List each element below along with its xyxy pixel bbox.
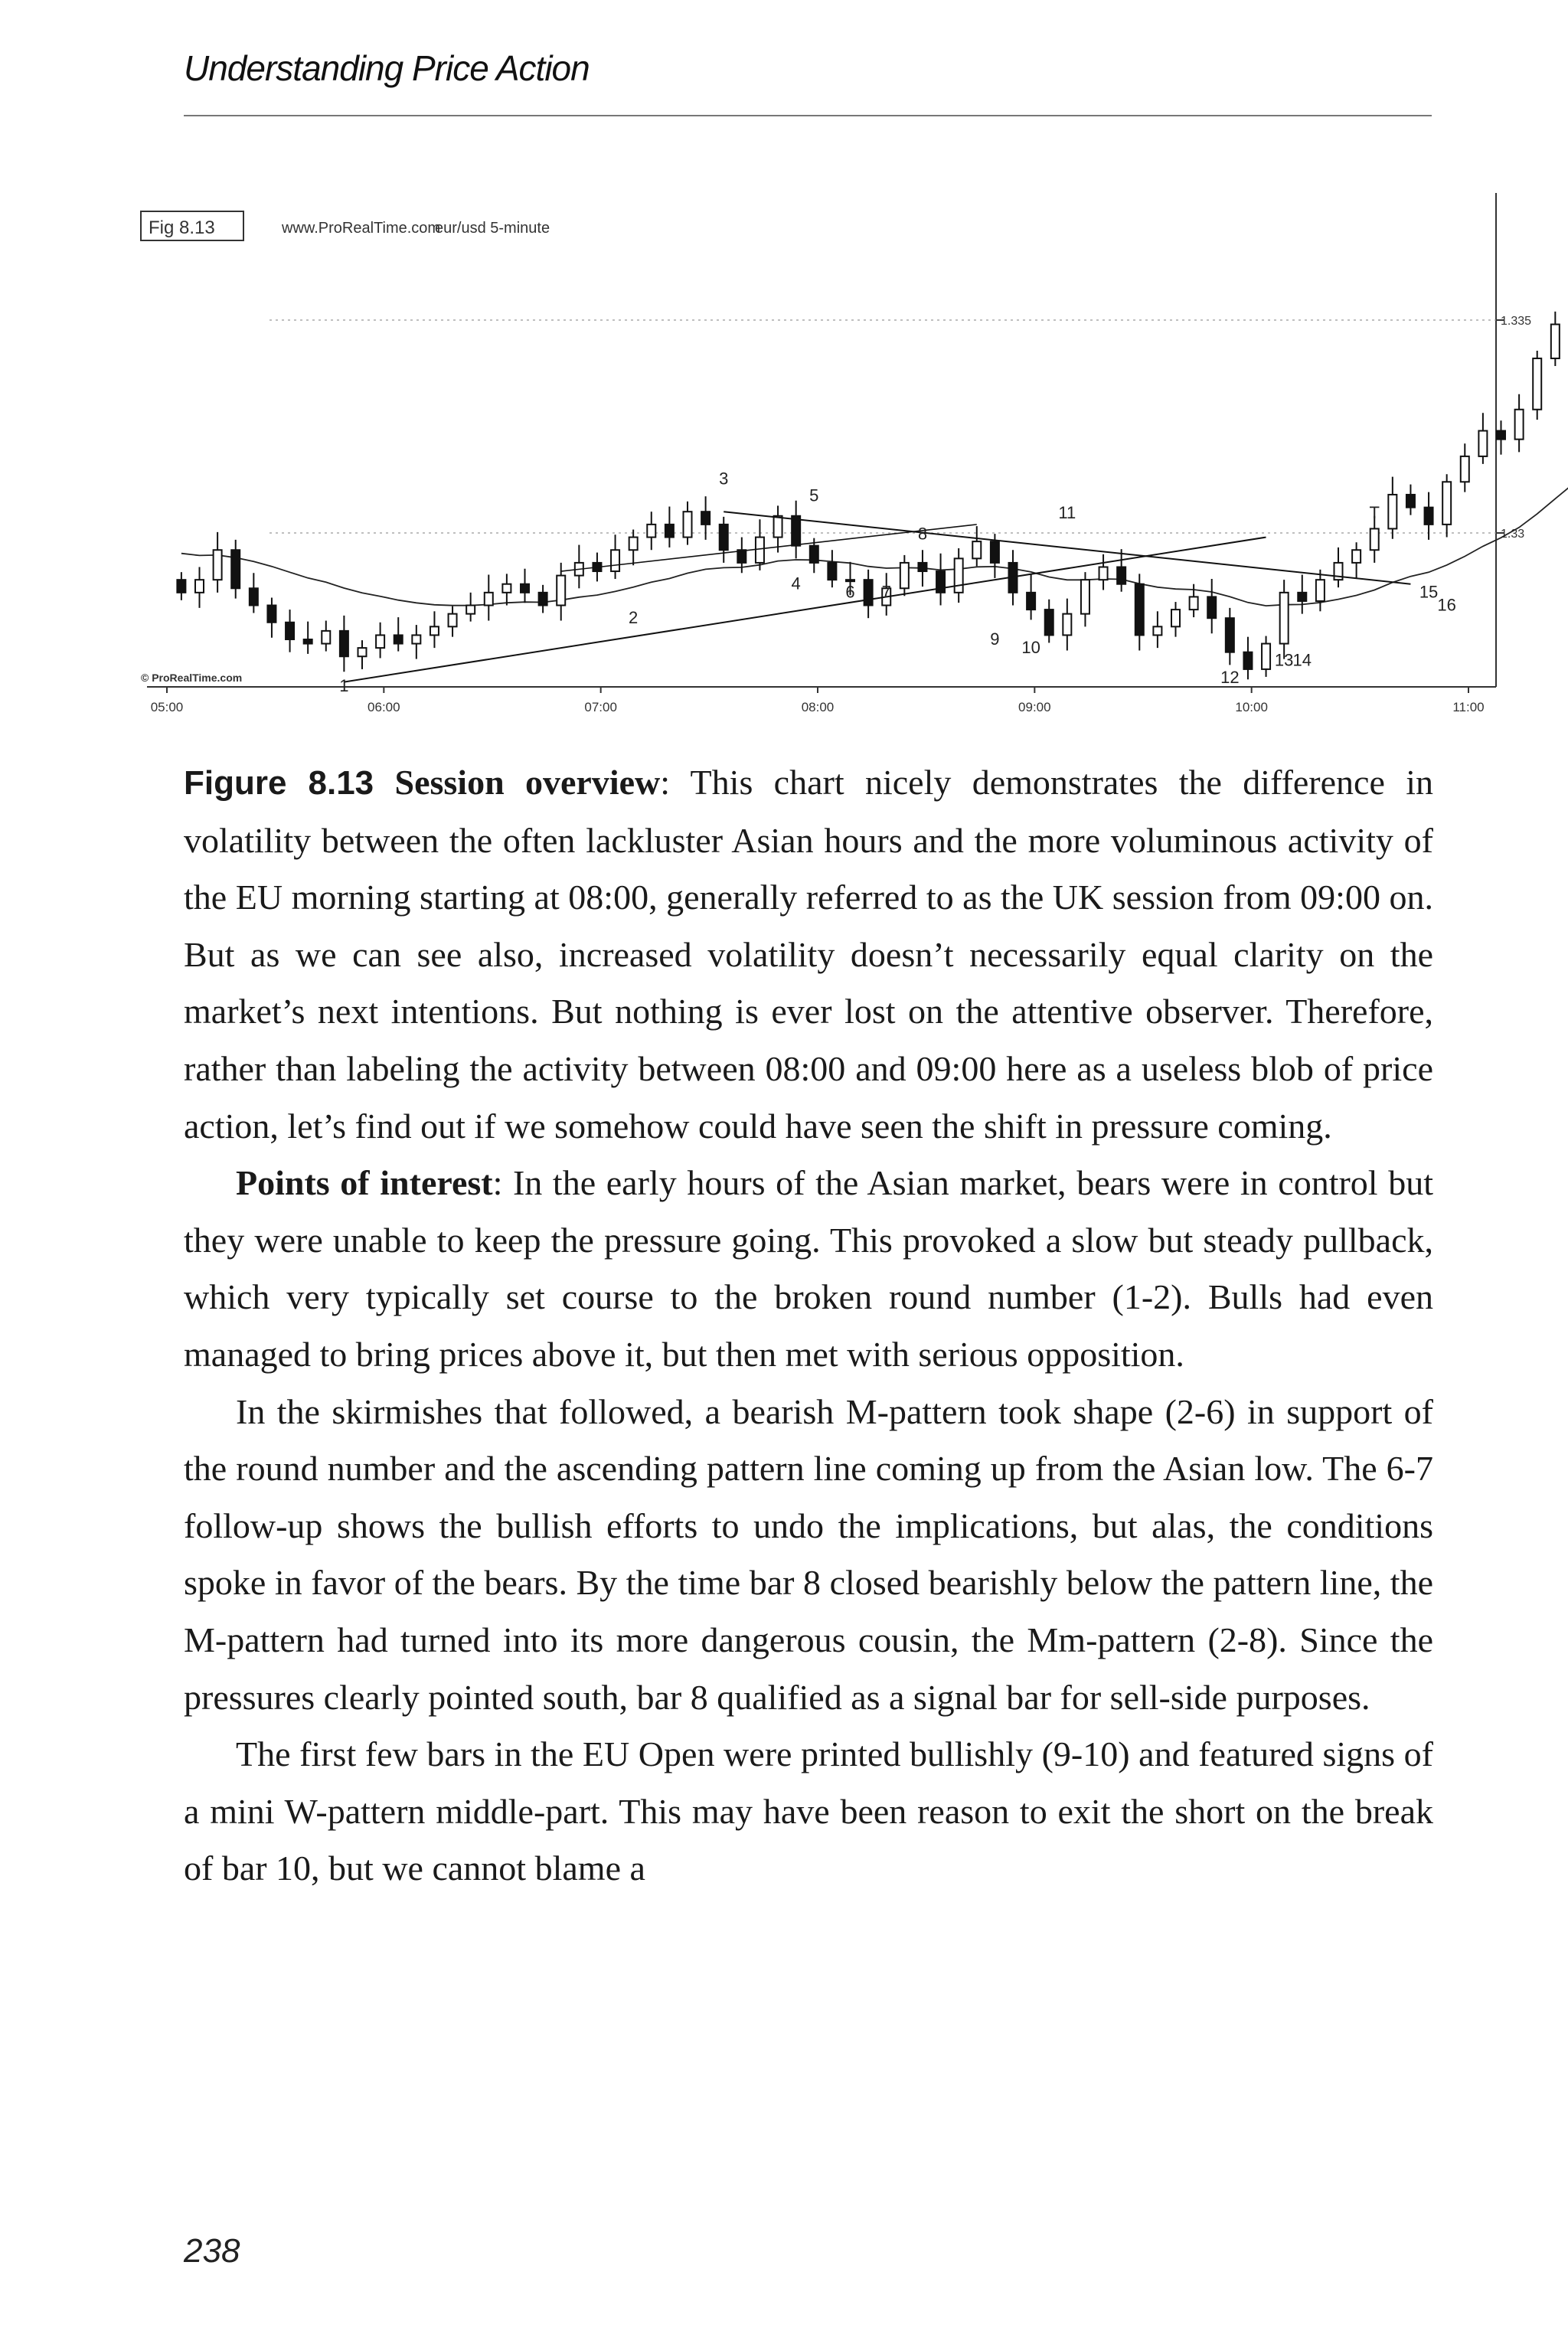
bull-candle: [1280, 593, 1289, 644]
bull-candle: [1099, 567, 1108, 580]
bull-candle: [1262, 644, 1270, 669]
bear-candle: [1027, 593, 1035, 610]
bull-candle: [1171, 610, 1180, 626]
bull-candle: [1190, 597, 1198, 610]
bull-candle: [1352, 550, 1361, 563]
x-tick-label: 06:00: [368, 700, 400, 714]
bear-candle: [701, 512, 710, 525]
running-head: Understanding Price Action: [184, 48, 590, 88]
bull-candle: [195, 580, 204, 593]
figure-caption-body: : This chart nicely demonstrates the difference in volatility between the often lackluster Asian hours and the more voluminous activity of the EU morning starting at 08:00, generally referred to as the UK session from 09:00 on. But as we can see also, increased volatility doesn’t necessarily equal clarity on the market’s next intentions. But nothing is ever lost on the attentive observer. Therefore, rather than labeling the activity between 08:00 and 09:00 here as a useless blob of price action, let’s find out if we somehow could have seen the shift in pressure coming.: [184, 763, 1433, 1146]
round-number-line: [561, 525, 977, 571]
bull-candle: [557, 576, 565, 606]
bear-candle: [1135, 584, 1144, 636]
bear-candle: [1226, 618, 1234, 652]
bull-candle: [412, 635, 420, 643]
bull-candle: [955, 558, 963, 592]
bull-candle: [1063, 614, 1071, 636]
bar-annotation: 14: [1292, 650, 1312, 670]
bear-candle: [720, 525, 728, 550]
bear-candle: [340, 631, 348, 656]
bar-annotation: 6: [845, 582, 855, 602]
bull-candle: [449, 614, 457, 627]
bear-candle: [1117, 567, 1125, 583]
instrument-label: eur/usd 5-minute: [435, 220, 550, 237]
bar-annotation: 16: [1437, 595, 1456, 615]
bull-candle: [1388, 495, 1396, 528]
bear-candle: [250, 588, 258, 605]
bear-candle: [177, 580, 185, 593]
bull-candle: [774, 516, 782, 538]
bar-annotation: 8: [917, 524, 928, 544]
bear-candle: [1243, 652, 1252, 669]
x-tick-label: 10:00: [1235, 700, 1268, 714]
bear-candle: [1207, 597, 1216, 618]
bear-candle: [539, 593, 547, 606]
watermark: © ProRealTime.com: [141, 672, 243, 684]
bar-annotation: T: [1369, 502, 1380, 522]
points-of-interest-label: Points of interest: [236, 1163, 493, 1203]
bull-candle: [1370, 528, 1379, 550]
figure-caption-label: Figure 8.13: [184, 764, 374, 802]
bar-annotation: 13: [1274, 650, 1294, 670]
bear-candle: [918, 563, 926, 571]
bear-candle: [304, 639, 312, 644]
caption-text: [184, 754, 1433, 1898]
bear-candle: [267, 606, 276, 623]
bar-annotation: 7: [881, 582, 891, 602]
x-tick-label: 05:00: [150, 700, 184, 714]
page-number: 238: [184, 2232, 240, 2270]
bear-candle: [991, 541, 999, 563]
y-tick-label: 1.33: [1501, 528, 1525, 541]
bear-candle: [810, 546, 818, 563]
bull-candle: [466, 606, 475, 614]
bar-annotation: 1: [339, 676, 349, 696]
bull-candle: [846, 580, 854, 581]
figure-8-13: [138, 178, 1532, 729]
bar-annotation: 3: [719, 469, 729, 489]
bull-candle: [1442, 482, 1451, 525]
figure-tag: Fig 8.13: [149, 217, 215, 238]
bear-candle: [665, 525, 674, 538]
bull-candle: [647, 525, 655, 538]
y-tick-label: 1.335: [1501, 315, 1532, 328]
bear-candle: [1497, 431, 1505, 440]
bull-candle: [1081, 580, 1089, 613]
figure-caption-title: Session overview: [394, 763, 661, 802]
bull-candle: [900, 563, 909, 588]
bull-candle: [1153, 626, 1161, 635]
bear-candle: [792, 516, 800, 546]
bull-candle: [376, 635, 384, 648]
bull-candle: [1551, 325, 1560, 358]
ascending-pattern-line: [344, 538, 1266, 682]
bar-annotation: 9: [990, 629, 1000, 649]
bear-candle: [864, 580, 873, 605]
bar-annotation: 12: [1220, 667, 1240, 687]
x-tick-label: 09:00: [1018, 700, 1051, 714]
bear-candle: [231, 550, 240, 588]
bar-annotation: 11: [1058, 502, 1076, 522]
bull-candle: [629, 538, 638, 551]
header-rule: [184, 115, 1432, 116]
body-paragraph-3: In the skirmishes that followed, a bearish M-pattern took shape (2-6) in support of the round number and the ascending pattern line coming up from the Asian low. The 6-7 follow-up shows the bullish efforts to undo the implications, but alas, the conditions spoke in favor of the bears. By the time bar 8 closed bearishly below the pattern line, the M-pattern had turned into its more dangerous cousin, the Mm-pattern (2-8). Since the pressures clearly pointed south, bar 8 qualified as a signal bar for sell-side purposes.: [184, 1391, 1433, 1717]
bull-candle: [1515, 410, 1524, 440]
bear-candle: [737, 550, 746, 563]
x-tick-label: 07:00: [584, 700, 617, 714]
bull-candle: [684, 512, 692, 537]
bull-candle: [502, 584, 511, 593]
descending-pattern-line: [724, 512, 1410, 584]
bar-annotation: 2: [629, 608, 639, 628]
body-paragraph-4: The first few bars in the EU Open were printed bullishly (9-10) and featured signs of a mini W-pattern middle-part. This may have been reason to exit the short on the break of bar 10, but we cannot blame a: [184, 1734, 1433, 1888]
bull-candle: [322, 631, 330, 644]
bear-candle: [521, 584, 529, 593]
bull-candle: [1478, 431, 1487, 456]
bear-candle: [828, 563, 836, 580]
figure-caption-paragraph: [184, 754, 1433, 1155]
bull-candle: [1316, 580, 1325, 601]
bull-candle: [972, 541, 981, 558]
bear-candle: [394, 635, 403, 643]
points-of-interest-paragraph: [184, 1155, 1433, 1383]
bull-candle: [430, 626, 439, 635]
x-tick-label: 11:00: [1452, 700, 1485, 714]
bear-candle: [1045, 610, 1054, 635]
candlestick-chart: [138, 178, 1532, 729]
bull-candle: [756, 538, 764, 563]
bull-candle: [358, 648, 367, 656]
bear-candle: [1406, 495, 1415, 508]
bull-candle: [1533, 358, 1541, 410]
bull-candle: [611, 550, 619, 571]
bull-candle: [214, 550, 222, 580]
points-of-interest-body: : In the early hours of the Asian market, bears were in control but they were unable to keep the pressure going. This provoked a slow but steady pullback, which very typically set course to the broken round number (1-2). Bulls had even managed to bring prices above it, but then met with serious opposition.: [184, 1163, 1433, 1374]
bar-annotation: 15: [1419, 582, 1439, 602]
bear-candle: [1298, 593, 1306, 601]
x-tick-label: 08:00: [801, 700, 835, 714]
bar-annotation: 10: [1021, 638, 1040, 657]
bar-annotation: 4: [791, 574, 801, 593]
bear-candle: [1425, 508, 1433, 525]
bull-candle: [485, 593, 493, 606]
bear-candle: [286, 623, 294, 639]
bull-candle: [1461, 456, 1469, 482]
source-label: www.ProRealTime.com: [282, 220, 441, 237]
bar-annotation: 5: [809, 485, 819, 505]
